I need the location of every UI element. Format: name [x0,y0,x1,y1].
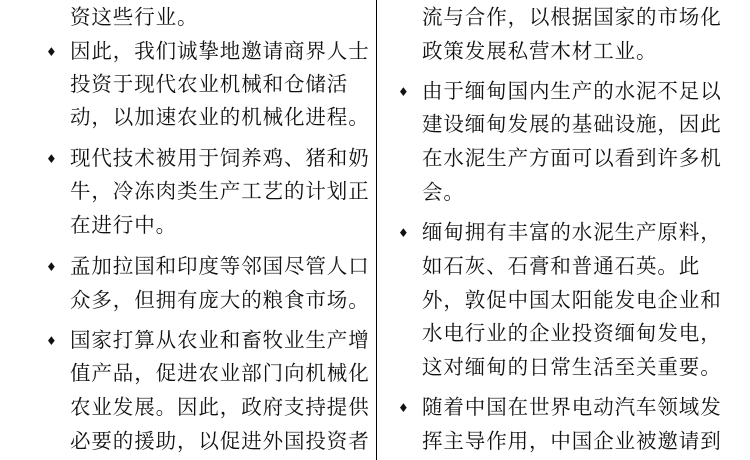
paragraph-line: 外，敦促中国太阳能发电企业和 [422,288,722,312]
paragraph-line: 政策发展私营木材工业。 [422,39,658,63]
bullet-icon: ♦ [398,401,409,415]
bullet-icon: ♦ [46,260,57,274]
paragraph-line: 建设缅甸发展的基础设施，因此 [422,112,722,136]
paragraph-line: 必要的援助，以促进外国投资者 [70,429,370,453]
paragraph-line: 流与合作，以根据国家的市场化 [422,5,722,29]
paragraph-line: 随着中国在世界电动汽车领域发 [422,395,722,419]
paragraph-line: 水电行业的企业投资缅甸发电， [422,321,722,345]
paragraph-line: 牛，冷冻肉类生产工艺的计划正 [70,179,370,203]
paragraph-line: 动，以加速农业的机械化进程。 [70,105,370,129]
paragraph-line: 农业发展。因此，政府支持提供 [70,395,370,419]
paragraph-line: 在进行中。 [70,213,177,237]
column-divider [376,0,377,460]
paragraph-line: 国家打算从农业和畜牧业生产增 [70,328,370,352]
paragraph-line: 如石灰、石膏和普通石英。此 [422,254,701,278]
paragraph-line: 值产品，促进农业部门向机械化 [70,361,370,385]
paragraph-line: 投资于现代农业机械和仓储活 [70,72,349,96]
paragraph-line: 资这些行业。 [70,5,199,29]
paragraph-line: 挥主导作用，中国企业被邀请到 [422,429,722,453]
paragraph-line: 这对缅甸的日常生活至关重要。 [422,355,722,379]
paragraph-line: 众多，但拥有庞大的粮食市场。 [70,288,370,312]
bullet-icon: ♦ [46,152,57,166]
paragraph-line: 现代技术被用于饲养鸡、猪和奶 [70,146,370,170]
paragraph-line: 由于缅甸国内生产的水泥不足以 [422,79,722,103]
bullet-icon: ♦ [46,334,57,348]
paragraph-line: 孟加拉国和印度等邻国尽管人口 [70,254,370,278]
bullet-icon: ♦ [46,45,57,59]
bullet-icon: ♦ [398,226,409,240]
paragraph-line: 在水泥生产方面可以看到许多机 [422,146,722,170]
paragraph-line: 因此，我们诚挚地邀请商界人士 [70,39,370,63]
paragraph-line: 缅甸拥有丰富的水泥生产原料， [422,220,722,244]
bullet-icon: ♦ [398,85,409,99]
paragraph-line: 会。 [422,180,465,204]
